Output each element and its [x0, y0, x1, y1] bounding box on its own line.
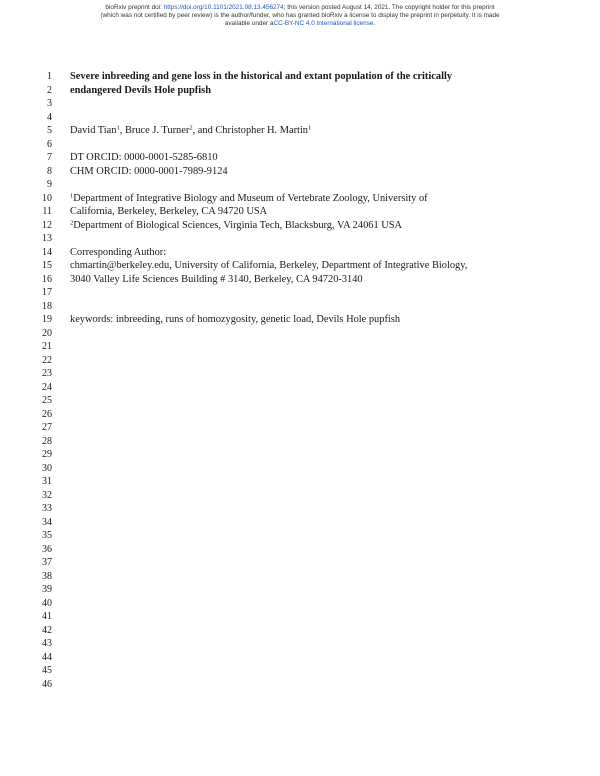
corresponding-label: Corresponding Author: — [70, 246, 167, 258]
line-number: 7 — [47, 152, 52, 163]
line-number: 24 — [42, 381, 52, 393]
manuscript-line — [0, 475, 600, 489]
manuscript-line — [0, 516, 600, 530]
line-number: 35 — [42, 530, 52, 541]
manuscript-line — [0, 178, 600, 192]
author-martin-affiliation: 1 — [308, 124, 312, 132]
line-number: 36 — [42, 543, 52, 555]
author-tian-affiliation: 1 — [116, 124, 120, 132]
manuscript-line — [0, 556, 600, 570]
line-number: 15 — [42, 260, 52, 271]
manuscript-line — [0, 165, 600, 179]
manuscript-line — [0, 570, 600, 584]
header-suffix: ; this version posted August 14, 2021. The copyright holder for this preprint — [283, 4, 495, 11]
manuscript-line — [0, 192, 600, 206]
line-number: 3 — [47, 98, 52, 109]
line-number: 44 — [42, 651, 52, 663]
line-number: 20 — [42, 327, 52, 339]
line-number: 29 — [42, 449, 52, 460]
line-number: 1 — [47, 71, 52, 82]
line-number: 43 — [42, 638, 52, 649]
manuscript-line — [0, 300, 600, 314]
line-number: 46 — [42, 678, 52, 690]
line-number: 2 — [47, 84, 52, 96]
manuscript-line — [0, 327, 600, 341]
line-number: 31 — [42, 476, 52, 487]
manuscript-line — [0, 286, 600, 300]
line-number: 22 — [42, 354, 52, 366]
manuscript-line — [0, 651, 600, 665]
header-line-2: (which was not certified by peer review) is the author/funder, who has granted bioRxiv a license to display the preprint in perpetuity. It is made — [100, 12, 500, 19]
header-prefix: bioRxiv preprint doi: — [105, 4, 164, 11]
affiliation-2-marker: 2 — [70, 219, 74, 226]
manuscript-line — [0, 313, 600, 327]
line-number: 28 — [42, 435, 52, 447]
manuscript-line — [0, 246, 600, 260]
author-tian: David Tian — [70, 125, 117, 136]
line-number: 6 — [47, 138, 52, 150]
line-number: 45 — [42, 665, 52, 676]
doi-link[interactable]: https://doi.org/10.1101/2021.08.13.456274 — [163, 4, 284, 11]
license-link[interactable]: CC-BY-NC 4.0 International license — [273, 20, 374, 27]
line-number: 37 — [42, 557, 52, 568]
manuscript-line — [0, 502, 600, 516]
manuscript-line — [0, 111, 600, 125]
manuscript-line — [0, 678, 600, 692]
manuscript-line — [0, 232, 600, 246]
line-number: 42 — [42, 624, 52, 636]
affiliation-1 — [70, 192, 428, 206]
manuscript-line — [0, 583, 600, 597]
manuscript-line — [0, 70, 600, 84]
manuscript-line — [0, 408, 600, 422]
header-line-3 — [0, 20, 600, 28]
manuscript-line — [0, 394, 600, 408]
line-number: 18 — [42, 300, 52, 312]
license-prefix: available under a — [224, 20, 274, 27]
manuscript-line — [0, 259, 600, 273]
manuscript-line — [0, 610, 600, 624]
keywords: keywords: inbreeding, runs of homozygosity, genetic load, Devils Hole pupfish — [70, 314, 401, 325]
manuscript-line — [0, 489, 600, 503]
affiliation-1-text: Department of Integrative Biology and Museum of Vertebrate Zoology, University of — [73, 192, 428, 204]
manuscript-line — [0, 205, 600, 219]
line-number: 40 — [42, 597, 52, 609]
manuscript-line — [0, 448, 600, 462]
line-number: 41 — [42, 611, 52, 622]
line-number: 16 — [42, 273, 52, 285]
corresponding-line-2: 3040 Valley Life Sciences Building # 3140, Berkeley, CA 94720-3140 — [70, 273, 363, 285]
line-number: 17 — [42, 287, 52, 298]
line-number: 8 — [47, 165, 52, 177]
manuscript-line — [0, 367, 600, 381]
affiliation-1-continued: California, Berkeley, Berkeley, CA 94720 USA — [70, 206, 268, 217]
corresponding-line-1: chmartin@berkeley.edu, University of California, Berkeley, Department of Integrative Biology, — [70, 260, 468, 271]
manuscript-line — [0, 354, 600, 368]
line-number: 21 — [42, 341, 52, 352]
line-number: 34 — [42, 516, 52, 528]
manuscript-line — [0, 219, 600, 233]
affiliation-1-marker: 1 — [70, 192, 74, 199]
line-number: 4 — [47, 111, 52, 123]
manuscript-line — [0, 543, 600, 557]
line-number: 5 — [47, 125, 52, 136]
author-martin: Christopher H. Martin — [215, 125, 308, 136]
header-line-1 — [0, 4, 600, 12]
line-number: 12 — [42, 219, 52, 231]
line-number: 11 — [42, 206, 52, 217]
line-number: 23 — [42, 368, 52, 379]
orcid-chm: CHM ORCID: 0000-0001-7989-9124 — [70, 165, 228, 177]
author-list — [70, 124, 311, 138]
line-number: 39 — [42, 584, 52, 595]
line-number: 33 — [42, 503, 52, 514]
author-separator: , and — [192, 125, 216, 136]
line-number: 32 — [42, 489, 52, 501]
manuscript-line — [0, 597, 600, 611]
line-number: 38 — [42, 570, 52, 582]
line-number: 27 — [42, 422, 52, 433]
title-line-2: endangered Devils Hole pupfish — [70, 84, 211, 96]
line-number: 25 — [42, 395, 52, 406]
manuscript-line — [0, 529, 600, 543]
line-number: 14 — [42, 246, 52, 258]
line-number: 10 — [42, 192, 52, 204]
line-number: 9 — [47, 179, 52, 190]
manuscript-line — [0, 421, 600, 435]
affiliation-2 — [70, 219, 402, 233]
manuscript-line — [0, 637, 600, 651]
line-number: 19 — [42, 314, 52, 325]
manuscript-line — [0, 124, 600, 138]
author-turner: Bruce J. Turner — [124, 125, 190, 136]
manuscript-line — [0, 151, 600, 165]
manuscript-line — [0, 664, 600, 678]
manuscript-line — [0, 381, 600, 395]
manuscript-line — [0, 624, 600, 638]
manuscript-line — [0, 273, 600, 287]
line-number: 13 — [42, 233, 52, 244]
manuscript-line — [0, 340, 600, 354]
manuscript-line — [0, 462, 600, 476]
manuscript-line — [0, 138, 600, 152]
affiliation-2-text: Department of Biological Sciences, Virginia Tech, Blacksburg, VA 24061 USA — [73, 219, 403, 231]
title-line-1: Severe inbreeding and gene loss in the historical and extant population of the critically — [70, 71, 453, 82]
orcid-dt: DT ORCID: 0000-0001-5285-6810 — [70, 152, 218, 163]
line-number: 30 — [42, 462, 52, 474]
author-separator: , — [119, 125, 125, 136]
line-number: 26 — [42, 408, 52, 420]
author-turner-affiliation: 2 — [189, 124, 193, 132]
license-suffix: . — [373, 20, 376, 27]
manuscript-line — [0, 84, 600, 98]
manuscript-line — [0, 97, 600, 111]
preprint-header — [0, 4, 600, 28]
manuscript-line — [0, 435, 600, 449]
